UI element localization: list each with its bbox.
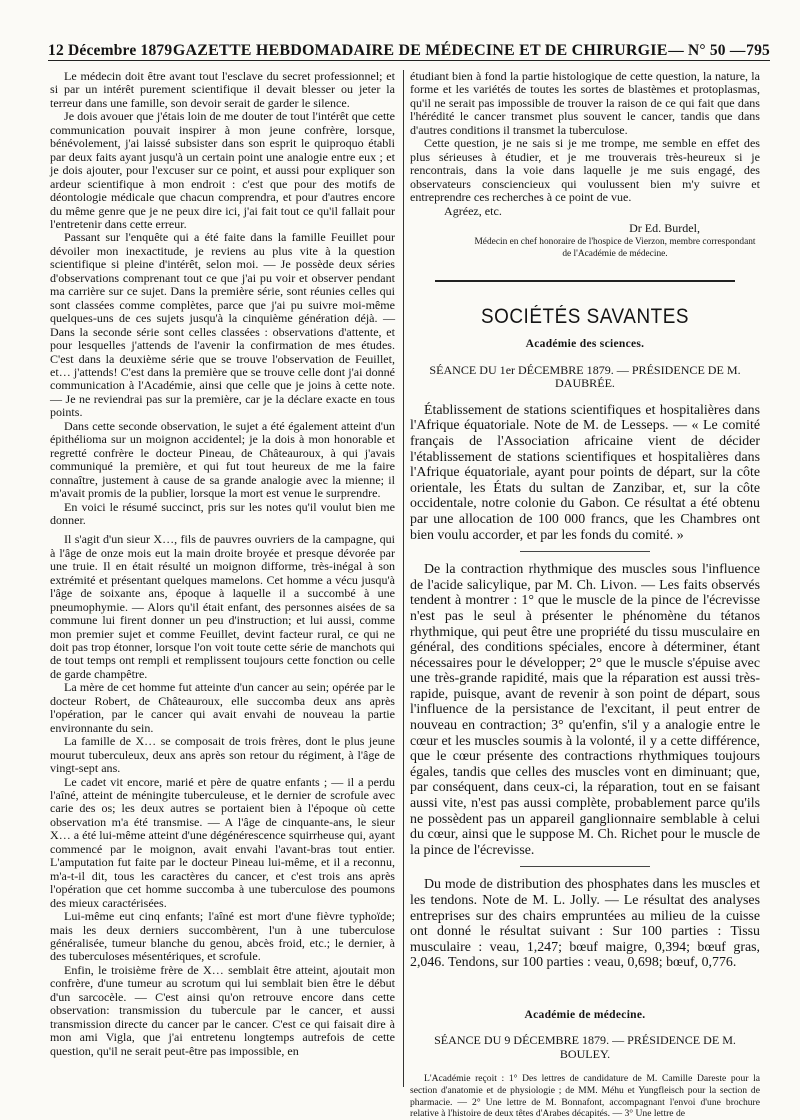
report-item: De la contraction rhythmique des muscles sous l'influence de l'acide salicylique, par M. Ch. Livon. — Les faits observés tendent à montrer : 1° que le muscle de la pince de l'écrevisse n'est pas le seul à présenter le phénomène du tétanos rhythmique, qui peut être une propriété du tissu musculaire en général, des conditions spéciales, encore à déterminer, étant nécessaires pour le développer; 2° que le muscle s'épuise avec une très-grande rapidité, mais que la réparation est aussi très-rapide, puisque, avant de revenir à son point de départ, sous l'influence de la persistance de l'excitant, il peut entrer de nouveau en contraction; 3° qu'enfin, s'il y a analogie entre le cœur et les muscles soumis à la volonté, il y a cette différence, que le cœur présente des contractions rhythmiques toujours égales, tandis que celles des muscles vont en diminuant; que, par conséquent, dans ceux-ci, la réparation, tout en se faisant aussi vite, n'est pas aussi complète, probablement parce qu'ils ne possèdent pas un appareil ganglionnaire semblable à celui du cœur, ainsi que le suppose M. Ch. Richet pour le muscle de la pince de l'écrevisse. — [410, 562, 760, 858]
paragraph: Cette question, je ne sais si je me trompe, me semble en effet des plus sérieuses à étudier, et je me trouverais très-heureux si je rencontrais, dans la voie dans laquelle je me suis engagé, des observateurs consciencieux qui voulussent bien m'y suivre et entreprendre ces recherches à ce point de vue. — [410, 136, 760, 205]
paragraph: Je dois avouer que j'étais loin de me douter de tout l'intérêt que cette communication pouvait inspirer à mon jeune confrère, lorsque, bénévolement, j'ai laissé subsister dans son esprit le quiproquo établi par deux faits ayant jusqu'à un certain point une analogie entre eux ; et je dois ajouter, pour l'excuser sur ce point, et aussi pour expliquer son ardeur scientifique à mon endroit : c'est que pour des motifs de déontologie médicale que chacun comprendra, et pour d'autres encore du même genre que je ne peux dire ici, j'ai fait tout ce qu'il fallait pour l'entretenir dans cette erreur. — [50, 109, 395, 231]
paragraph: La famille de X… se composait de trois frères, dont le plus jeune mourut tuberculeux, deux ans après son retour du régiment, à l'âge de vingt-sept ans. — [50, 734, 395, 776]
academy-heading: Académie des sciences. — [525, 338, 645, 351]
session-line: SÉANCE DU 1er DÉCEMBRE 1879. — PRÉSIDENCE DE M. DAUBRÉE. — [429, 362, 741, 391]
header-issue: — N° 50 — — [668, 42, 746, 59]
divider — [435, 280, 735, 282]
section-title: SOCIÉTÉS SAVANTES — [480, 305, 690, 329]
header-page-number: 795 — [746, 42, 770, 59]
signature-title: Médecin en chef honoraire de l'hospice de Vierzon, membre correspondant de l'Académie de médecine. — [474, 237, 756, 259]
running-header — [48, 38, 770, 61]
paragraph: Lui-même eut cinq enfants; l'aîné est mort d'une fièvre typhoïde; mais les deux derniers succombèrent, l'un à une tuberculose généralisée, tumeur blanche du genou, abcès froid, etc.; le dernier, à des tuberculoses mésentériques, et scrofule. — [50, 909, 395, 964]
academy-heading: Académie de médecine. — [524, 1008, 646, 1021]
paragraph: Il s'agit d'un sieur X…, fils de pauvres ouvriers de la campagne, qui à l'âge de onze mois eut la main droite broyée et presque dévorée par une truie. Il en était résulté un moignon difforme, très-inégal à son extrémité et présentant quelques mamelons. Cet homme a vécu jusqu'à l'âge de soixante ans, époque à laquelle il a succombé à une pneumophymie. — Alors qu'il était enfant, des personnes aisées de sa commune lui firent donner un peu d'instruction; et lui aussi, comme mon premier sujet et comme Feuillet, devint facteur rural, ce qui ne doit pas trop étonner, lorsque l'on voit toute cette série de manchots qui de tout temps ont rempli et remplissent toujours cette fonction ou celle de garde champêtre. — [50, 532, 395, 681]
paragraph: La mère de cet homme fut atteinte d'un cancer au sein; opérée par le docteur Robert, de Châteauroux, elle succomba deux ans après l'opération, par le cancer qui avait envahi de nouveau la partie environnante du sein. — [50, 680, 395, 735]
closing-line: Agréez, etc. — [444, 203, 502, 218]
paragraph: étudiant bien à fond la partie histologique de cette question, la nature, la forme et les variétés de toutes les sortes de blastèmes et protoplasmas, qu'il ne serait pas impossible de trouver la raison de ce qui fait que dans l'hérédité le cancer transmet plus souvent le cancer, tandis que dans d'autres conditions il transmet la tuberculose. — [410, 69, 760, 137]
header-date: 12 Décembre 1879 — [48, 42, 173, 59]
report-item: L'Académie reçoit : 1° Des lettres de candidature de M. Camille Dareste pour la section d'anatomie et de physiologie ; de MM. Méhu et Yungfleisch pour la section de pharmacie. — 2° Une lettre de M. Bonnafont, accompagnant l'envoi d'une brochure relative à l'histoire de deux têtes d'Arabes décapités. — 3° Une lettre de — [410, 1073, 760, 1120]
divider — [520, 551, 650, 552]
paragraph: Le cadet vit encore, marié et père de quatre enfants ; — il a perdu l'aîné, atteint de méningite tuberculeuse, et le dernier de scrofule avec carie des os; les deux autres se portaient bien à l'époque où cette observation m'a été transmise. — A l'âge de cinquante-ans, le sieur X… a été lui-même atteint d'une dégénérescence squirrheuse qui, ayant commencé par le moignon, avait envahi l'avant-bras tout entier. L'amputation fut faite par le docteur Pineau lui-même, et il a reconnu, m'a-t-il dit, tous les caractères du cancer, et c'est trois ans après l'opération que cet homme succomba à une tuberculose des poumons des mieux caractérisées. — [50, 774, 395, 910]
left-column — [50, 70, 395, 1087]
two-column-body — [50, 69, 770, 1120]
signature: Dr Ed. Burdel, — [629, 220, 700, 235]
report-item: Établissement de stations scientifiques et hospitalières dans l'Afrique équatoriale. Note de M. de Lesseps. — « Le comité français de l'Association africaine vient de décider l'établissement de stations scientifiques et hospitalières dans l'Afrique équatoriale, ayant pour points de départ, sur la côte orientale, les États du sultan de Zanzibar, et, sur la côte occidentale, notre colonie du Gabon. Ce résultat a été obtenu par une allocation de 100 000 francs, que les Chambres ont bien voulu accorder, et par les fonds du comité. » — [410, 402, 760, 543]
paragraph: En voici le résumé succinct, pris sur les notes qu'il voulut bien me donner. — [50, 499, 395, 527]
right-column — [403, 69, 760, 1120]
divider — [520, 866, 650, 867]
paragraph: Dans cette seconde observation, le sujet a été également atteint d'un épithélioma sur un moignon accidentel; je la dois à mon honorable et regretté confrère le docteur Pineau, de Châteauroux, à qui j'avais communiqué la première, et qui fut tout heureux de me la faire connaître, justement à cause de sa grande analogie avec la mienne; il m'avait promis de la publier, lorsque la mort est venue le surprendre. — [50, 418, 395, 501]
paragraph: Le médecin doit être avant tout l'esclave du secret professionnel; et si par un intérêt purement scientifique il devait blesser ou jeter la terreur dans une famille, son devoir serait de garder le silence. — [50, 69, 395, 110]
paragraph: Passant sur l'enquête qui a été faite dans la famille Feuillet pour dévoiler mon inexactitude, je reviens au plus vite à la question scientifique si pleine d'intérêt, selon moi. — Je possède deux séries d'observations comprenant tout ce que j'ai pu voir et observer pendant ma carrière sur ce sujet. Dans la première série, sont réunies celles qui sont classées comme complètes, parce que j'ai pu suivre moi-même quelques-uns de ces sujets jusqu'à la cinquième génération déjà. — Dans la seconde série sont celles classées : observations d'attente, et pour lesquelles j'attends de l'avenir la confirmation de mes études. C'est dans la deuxième série que se trouve l'observation de Feuillet, et… j'attends! C'est dans la première que se trouve celle dont j'ai donné communication à l'Académie, ainsi que celle que je joins à cette note. — Je ne reviendrai pas sur la première, car je la déclare exacte en tous points. — [50, 230, 395, 420]
header-title: GAZETTE HEBDOMADAIRE DE MÉDECINE ET DE CHIRURGIE — [172, 42, 668, 59]
report-item: Du mode de distribution des phosphates dans les muscles et les tendons. Note de M. L. Jolly. — Le résultat des analyses entreprises sur des chairs empruntées au milieu de la cuisse ont donné le résultat suivant : Sur 100 parties : Tissu musculaire : veau, 1,247; bœuf maigre, 0,394; bœuf gras, 2,046. Tendons, sur 100 parties : veau, 0,698; bœuf, 0,776. — [410, 877, 760, 971]
session-line: SÉANCE DU 9 DÉCEMBRE 1879. — PRÉSIDENCE DE M. BOULEY. — [434, 1033, 736, 1061]
paragraph: Enfin, le troisième frère de X… semblait être atteint, ajoutait mon confrère, d'une tumeur au scrotum qui lui semblait bien être le début d'un sarcocèle. — C'est ainsi qu'on retrouve encore dans cette observation: transmission du tubercule par le cancer, et aussi transmission directe du cancer par le cancer. C'est ce qui faisait dire à mon ami Vigla, que j'ai entretenu longtemps autrefois de cette question, qu'il ne serait peut-être pas impossible, en — [50, 962, 395, 1058]
